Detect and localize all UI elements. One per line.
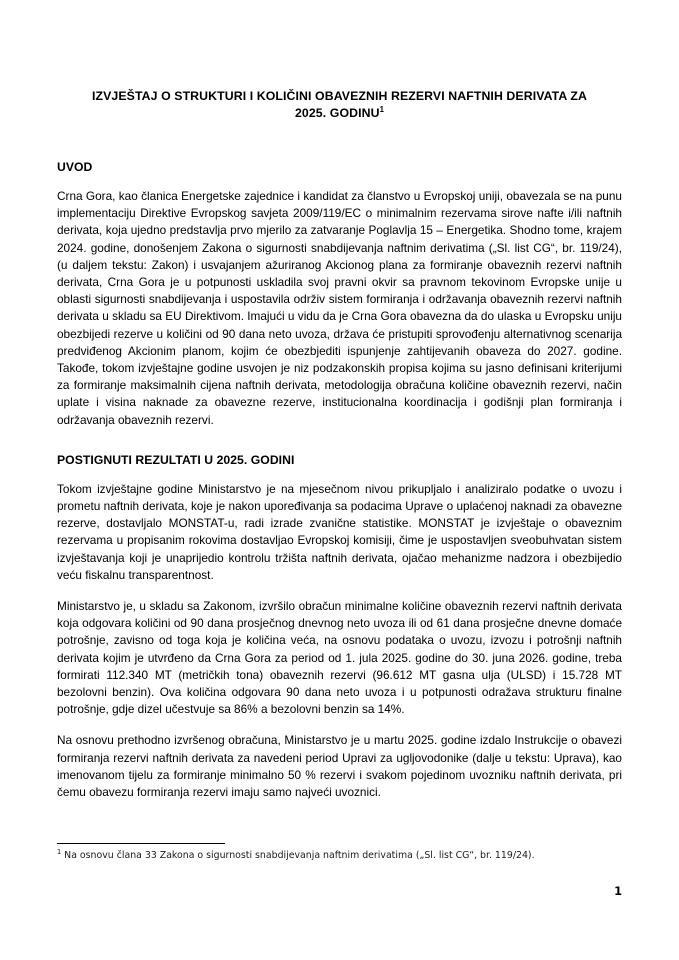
section-heading-rezultati: POSTIGNUTI REZULTATI U 2025. GODINI [57,452,295,467]
paragraph-rezultati-2: Ministarstvo je, u skladu sa Zakonom, izvršilo obračun minimalne količine obaveznih rezervi naftnih derivata koja odgovara količini od 90 dana prosječnog dnevnog neto uvoza ili od 61 dana prosječne dnevne domaće potrošnje, zavisno od toga koja je količina veća, na osnovu podataka o uvozu, izvozu i potrošnji naftnih derivata kojim je utvrđeno da Crna Gora za period od 1. jula 2025. godine do 30. juna 2026. godine, treba formirati 112.340 MT (metričkih tona) obaveznih rezervi (96.612 MT gasna ulja (ULSD) i 15.728 MT bezolovni benzin). Ova količina odgovara 90 dana neto uvoza i u potpunosti odražava strukturu finalne potrošnje, gdje dizel učestvuje sa 86% a bezolovni benzin sa 14%. [57,599,622,717]
page-title-line-2: 2025. GODINU [294,105,380,120]
footnote-body: Na osnovu člana 33 Zakona o sigurnosti snabdijevanja naftnim derivatima („Sl. list CG“, br. 119/24). [61,850,535,861]
title-footnote-marker: 1 [379,104,384,114]
footnote-separator [57,843,225,844]
page-title-line-1: IZVJEŠTAJ O STRUKTURI I KOLIČINI OBAVEZNIH REZERVI NAFTNIH DERIVATA ZA [91,89,588,103]
section-heading-uvod: UVOD [57,160,93,174]
page-number: 1 [614,884,622,898]
paragraph-uvod-1: Crna Gora, kao članica Energetske zajednice i kandidat za članstvo u Evropskoj uniji, obavezala se na punu implementaciju Direktive Evropskog savjeta 2009/119/EC o minimalnim rezervama sirove nafte i/ili naftnih derivata, koja ujedno predstavlja prvo mjerilo za zatvaranje Poglavlja 15 – Energetika. Shodno tome, krajem 2024. godine, donošenjem Zakona o sigurnosti snabdijevanja naftnim derivatima („Sl. list CG“, br. 119/24), (u daljem tekstu: Zakon) i usvajanjem ažuriranog Akcionog plana za formiranje obaveznih rezervi naftnih derivata, Crna Gora je u potpunosti uskladila svoj pravni okvir sa pravnom tekovinom Evropske unije u oblasti sigurnosti snabdijevanja i uspostavila održiv sistem formiranja i održavanja obaveznih rezervi naftnih derivata u skladu sa EU Direktivom. Imajući u vidu da je Crna Gora obavezna da do ulaska u Evropsku uniju obezbijedi rezerve u količini od 90 dana neto uvoza, država će pristupiti sprovođenju alternativnog scenarija predviđenog Akcionim planom, kojim će obezbjediti ispunjenje zahtijevanih obaveza do 2027. godine. Takođe, tokom izvještajne godine usvojen je niz podzakonskih propisa kojima su jasno definisani kriterijumi za formiranje maksimalnih cijena naftnih derivata, metodologija obračuna količine obaveznih rezervi, način uplate i visina naknade za obavezne rezerve, institucionalna koordinacija i godišnji plan formiranja i održavanja obaveznih rezervi. [57,189,622,427]
document-content [57,0,622,801]
footnote-1 [57,847,622,862]
footnote-marker: 1 [57,847,62,856]
footnote-area [57,843,622,862]
paragraph-rezultati-1: Tokom izvještajne godine Ministarstvo je na mjesečnom nivou prikupljalo i analiziralo podatke o uvozu i prometu naftnih derivata, koje je nakon upoređivanja sa podacima Uprave o uplaćenoj naknadi za obavezne rezerve, dostavljalo MONSTAT-u, radi izrade zvanične statistike. MONSTAT je izvještaje o obaveznim rezervama u propisanim rokovima dostavljao Evropskoj komisiji, čime je uspostavljen sveobuhvatan sistem izvještavanja koji je unaprijedio kontrolu tržišta naftnih derivata, ojačao mehanizme nadzora i obezbijedio veću fiskalnu transparentnost. [57,481,622,582]
page-title [57,0,622,121]
paragraph-rezultati-3: Na osnovu prethodno izvršenog obračuna, Ministarstvo je u martu 2025. godine izdalo Instrukcije o obavezi formiranja rezervi naftnih derivata za navedeni period Upravi za ugljovodonike (dalje u tekstu: Uprava), kao imenovanom tijelu za formiranje minimalno 50 % rezervi i svakom pojedinom uvozniku naftnih derivata, pri čemu obavezu formiranja rezervi imaju samo najveći uvoznici. [57,733,622,800]
